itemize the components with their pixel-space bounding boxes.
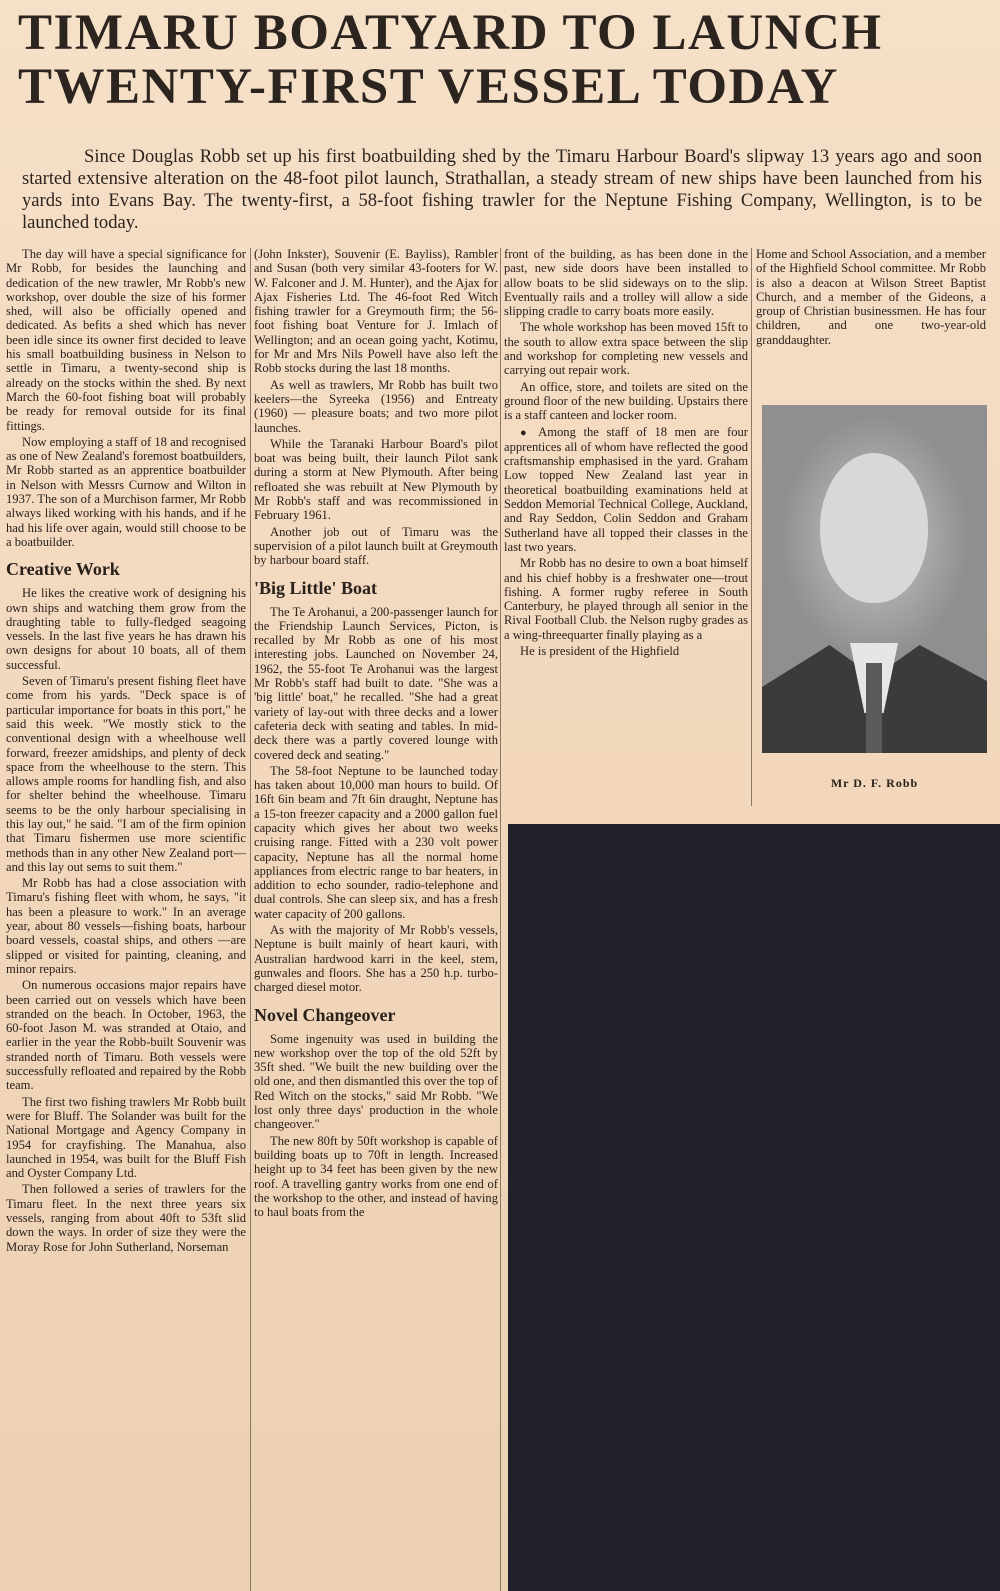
column-rule (751, 248, 752, 806)
column-rule (500, 248, 501, 1591)
portrait-face (820, 453, 928, 603)
paragraph: The first two fishing trawlers Mr Robb built were for Bluff. The Solander was built for the National Mortgage and Agency Company in 1954 for crayfishing. The Manahua, also launched in 1954, was built for the Bluff Fish and Oyster Company Ltd. (6, 1094, 246, 1181)
article-column-1 (6, 247, 246, 1591)
photo-caption: Mr D. F. Robb (830, 776, 919, 790)
paragraph: The new 80ft by 50ft workshop is capable of building boats up to 70ft in length. Increased height up to 34 feet has been given by the new roof. A travelling gantry works from one end of the workshop to the other, and instead of having to haul boats from the (254, 1133, 498, 1220)
headline (18, 6, 983, 114)
paragraph: Mr Robb has no desire to own a boat himself and his chief hobby is a freshwater one—trout fishing. A former rugby referee in South Canterbury, he played through all senior in the Rival Football Club. the Nelson rugby grades as a wing-threequarter finally playing as a (504, 556, 748, 642)
headline-line-2: TWENTY-FIRST VESSEL TODAY (18, 59, 839, 115)
paragraph: The Te Arohanui, a 200-passenger launch for the Friendship Launch Services, Picton, is recalled by Mr Robb as one of his most interesting jobs. Launched on November 24, 1962, the 55-foot Te Arohanui was the largest Mr Robb's staff had built to date. "She was a 'big little' boat," he recalled. "She had a great variety of lay-out with three decks and a lower cafeteria deck with seating and tables. In mid-deck there was a partly covered lounge with covered deck and seating." (254, 604, 498, 762)
paragraph: Now employing a staff of 18 and recognised as one of New Zealand's foremost boatbuilders, Mr Robb started as an apprentice boatbuilder in Nelson with Messrs Curnow and Wilton in 1937. The son of a Murchison farmer, Mr Robb always liked working with his hands, and if he had his life over again, would still choose to be a boatbuilder. (6, 434, 246, 549)
paragraph: Some ingenuity was used in building the new workshop over the top of the old 52ft by 35ft shed. "We built the new building over the old one, and then dismantled this over the top of Red Witch on the stocks," said Mr Robb. "We lost only three days' production in the whole changeover." (254, 1031, 498, 1132)
paragraph (504, 425, 748, 555)
paragraph: Then followed a series of trawlers for the Timaru fleet. In the next three years six vessels, ranging from about 40ft to 53ft slid down the ways. In order of size they were the Moray Rose for John Sutherland, Norseman (6, 1182, 246, 1254)
intro-paragraph: Since Douglas Robb set up his first boatbuilding shed by the Timaru Harbour Board's slipway 13 years ago and soon started extensive alteration on the 48-foot pilot launch, Strathallan, a steady stream of new ships have been launched from his yards into Evans Bay. The twenty-first, a 58-foot fishing trawler for the Neptune Fishing Company, Wellington, is to be launched today. (22, 146, 982, 233)
subheading: 'Big Little' Boat (254, 577, 377, 598)
paragraph: Another job out of Timaru was the supervision of a pilot launch built at Greymouth by harbour board staff. (254, 524, 498, 568)
dark-backing-area (508, 824, 1000, 1591)
paragraph: The day will have a special significance for Mr Robb, for besides the launching and dedication of the new trawler, Mr Robb's new workshop, over double the size of his former shed, will also be officially opened and dedicated. As befits a shed which has never been idle since its owner first decided to leave his small boatbuilding business in Nelson to settle in Timaru, a twenty-second ship is already on the stocks within the shed. By next March the 60-foot fishing boat will probably be ready for removal outside for its final fittings. (6, 247, 246, 433)
paragraph: front of the building, as has been done in the past, new side doors have been installed to allow boats to be slid sideways on to the slip. Eventually rails and a trolley will allow a side slipping cradle to carry boats more easily. (504, 247, 748, 319)
paragraph: As with the majority of Mr Robb's vessels, Neptune is built mainly of heart kauri, with Australian hardwood karri in the keel, stem, gunwales and floors. She has a 250 h.p. turbo-charged diesel motor. (254, 923, 498, 995)
paragraph: Home and School Association, and a member of the Highfield School committee. Mr Robb is also a deacon at Wilson Street Baptist Church, and a member of the Gideons, a group of Christian businessmen. He has four children, and one two-year-old granddaughter. (756, 247, 986, 347)
paragraph: An office, store, and toilets are sited on the ground floor of the new building. Upstairs there is a staff canteen and locker room. (504, 379, 748, 423)
paragraph: Mr Robb has had a close association with Timaru's fishing fleet with whom, he says, "it has been a pleasure to work." In an average year, about 80 vessels—fishing boats, harbour board vessels, coastal ships, and others —are slipped or visited for painting, cleaning, and minor repairs. (6, 876, 246, 976)
portrait-photo (762, 405, 987, 753)
paragraph: As well as trawlers, Mr Robb has built two keelers—the Syreeka (1956) and Entreaty (1960) — pleasure boats; and two more pilot launches. (254, 377, 498, 435)
subheading: Creative Work (6, 559, 120, 580)
paragraph-text: Among the staff of 18 men are four apprentices all of whom have reflected the good craftsmanship emphasised in the yard. Graham Low topped New Zealand last year in theoretical boatbuilding examinations held at Seddon Memorial Technical College, Auckland, and Ray Seddon, Colin Seddon and Graham Sutherland have all topped their classes in the last two years. (504, 424, 748, 554)
paragraph: The whole workshop has been moved 15ft to the south to allow extra space between the slip and workshop for completing new vessels and carrying out repair work. (504, 320, 748, 378)
paragraph: While the Taranaki Harbour Board's pilot boat was being built, their launch Pilot sank during a storm at New Plymouth. After being refloated she was rebuilt at New Plymouth by Mr Robb's staff and was recommissioned in February 1961. (254, 436, 498, 523)
portrait-tie (866, 663, 882, 753)
article-column-3 (504, 247, 748, 803)
headline-line-1: TIMARU BOATYARD TO LAUNCH (18, 5, 883, 61)
subheading: Novel Changeover (254, 1004, 396, 1025)
article-column-4 (756, 247, 986, 377)
bullet-icon: ● (520, 426, 532, 439)
article-column-2 (254, 247, 498, 1591)
column-rule (250, 248, 251, 1591)
paragraph: He is president of the Highfield (520, 644, 680, 659)
paragraph: On numerous occasions major repairs have been carried out on vessels which have been stranded on the beach. In October, 1963, the 60-foot Jason M. was stranded at Otaio, and earlier in the year the Robb-built Souvenir was stranded north of Timaru. Both vessels were successfully refloated and repaired by the Robb team. (6, 978, 246, 1093)
paragraph: He likes the creative work of designing his own ships and watching them grow from the draughting table to fully-fledged seagoing vessels. In the last five years he has drawn his own designs for about 10 boats, all of them successful. (6, 586, 246, 672)
paragraph: Seven of Timaru's present fishing fleet have come from his yards. "Deck space is of particular importance for boats in this port," he said this week. "We mostly stick to the conventional design with a wheelhouse well forward, freezer amidships, and plenty of deck space from the wheelhouse to the stern. This allows ample rooms for handling fish, and also for shelter behind the wheelhouse. Timaru seems to be the only harbour specialising in this lay out," he said. "I am of the firm opinion that Timaru fishermen use more scientific methods than in any other New Zealand port—and this lay out sems to suit them." (6, 674, 246, 874)
paragraph: The 58-foot Neptune to be launched today has taken about 10,000 man hours to build. Of 16ft 6in beam and 7ft 6in draught, Neptune has a 15-ton freezer capacity and a 2000 gallon fuel capacity which gives her about two weeks cruising range. Fitted with a 230 volt power capacity, Neptune has all the normal home appliances from electric range to bar heaters, in addition to echo sounder, radio-telephone and dual controls. She can sleep six, and has a fresh water capacity of 200 gallons. (254, 763, 498, 921)
paragraph: (John Inkster), Souvenir (E. Bayliss), Rambler and Susan (both very similar 43-footers for W. W. Falconer and J. M. Hunter), and the Ajax for Ajax Fisheries Ltd. The 46-foot Red Witch fishing trawler for a Greymouth firm; the 56-foot fishing boat Venture for J. Imlach of Wellington; and an ocean going yacht, Kotimu, for Mr and Mrs Nils Powell have also left the Robb stocks during the last 18 months. (254, 247, 498, 376)
